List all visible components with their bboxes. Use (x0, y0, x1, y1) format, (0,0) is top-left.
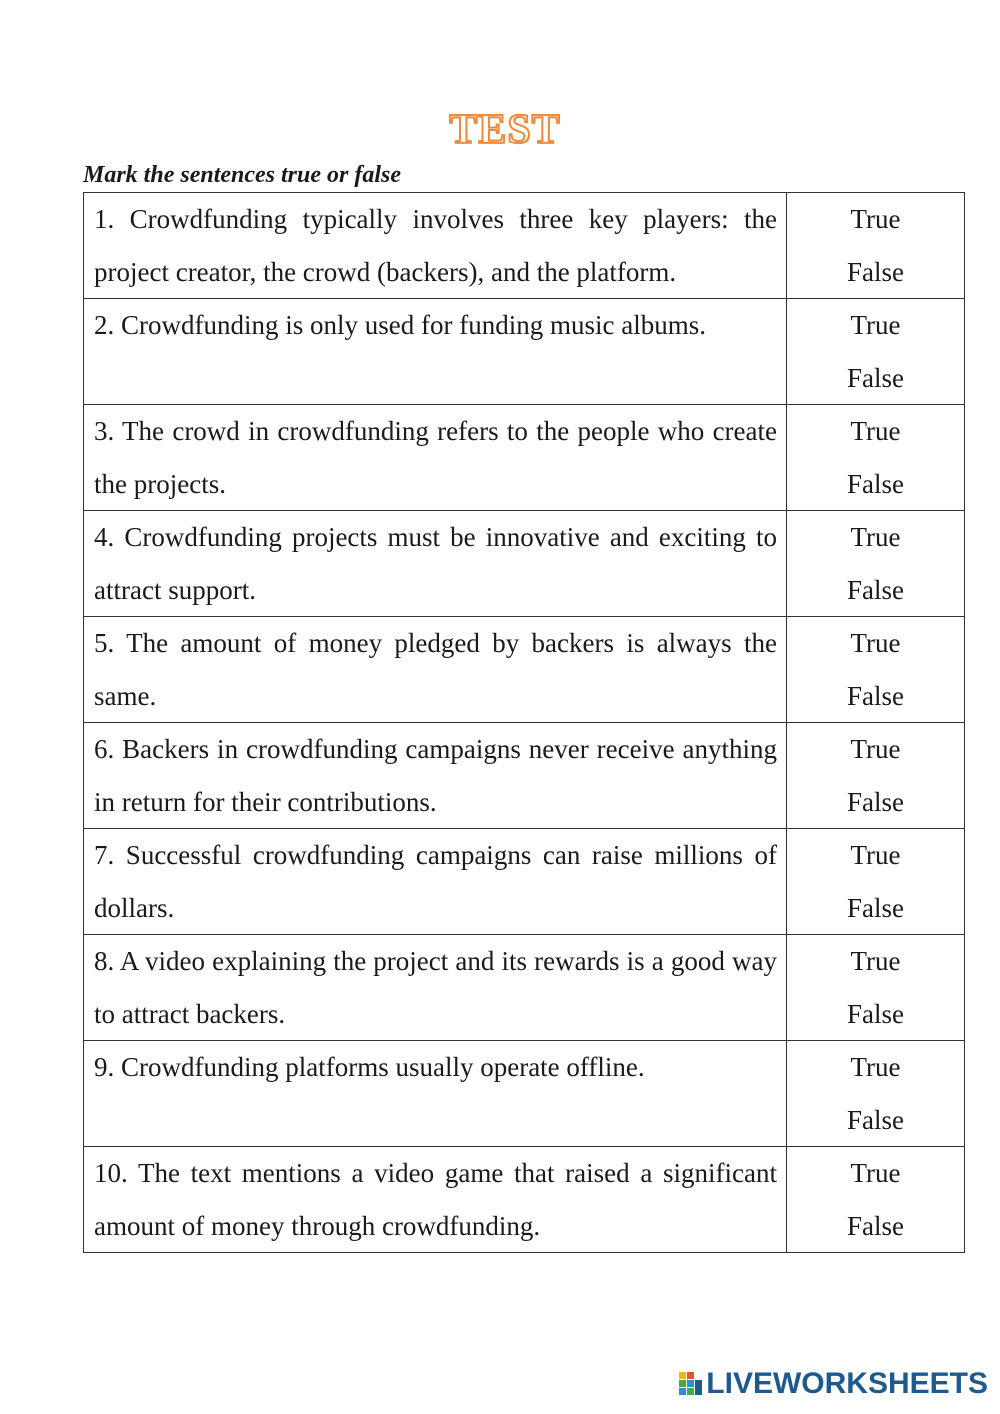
option-true[interactable]: True (850, 204, 901, 234)
option-true[interactable]: True (850, 946, 901, 976)
question-text: 4. Crowdfunding projects must be innovative and exciting to attract support. (94, 522, 777, 605)
option-false[interactable]: False (847, 362, 904, 393)
worksheet-title: TEST (449, 107, 561, 153)
option-false[interactable]: False (847, 998, 904, 1029)
option-true[interactable]: True (850, 840, 901, 870)
liveworksheets-logo-icon (679, 1372, 703, 1396)
option-true[interactable]: True (850, 1158, 901, 1188)
option-false[interactable]: False (847, 1104, 904, 1135)
question-row (84, 617, 965, 723)
question-text: 6. Backers in crowdfunding campaigns never receive anything in return for their contributions. (94, 734, 777, 817)
option-false[interactable]: False (847, 892, 904, 923)
question-text: 2. Crowdfunding is only used for funding music albums. (94, 310, 706, 340)
question-row (84, 829, 965, 935)
brand-name: LIVEWORKSHEETS (706, 1367, 988, 1400)
option-true[interactable]: True (850, 522, 901, 552)
question-row (84, 405, 965, 511)
question-row (84, 1041, 965, 1147)
true-false-table (83, 192, 965, 1253)
option-true[interactable]: True (850, 416, 901, 446)
question-text: 3. The crowd in crowdfunding refers to the people who create the projects. (94, 416, 777, 499)
question-row (84, 723, 965, 829)
option-false[interactable]: False (847, 786, 904, 817)
question-row (84, 193, 965, 299)
question-text: 7. Successful crowdfunding campaigns can raise millions of dollars. (94, 840, 777, 923)
question-row (84, 299, 965, 405)
option-false[interactable]: False (847, 468, 904, 499)
option-false[interactable]: False (847, 256, 904, 287)
question-text: 5. The amount of money pledged by backers is always the same. (94, 628, 777, 711)
liveworksheets-logo[interactable] (679, 1364, 988, 1404)
option-true[interactable]: True (850, 310, 901, 340)
question-row (84, 511, 965, 617)
option-false[interactable]: False (847, 574, 904, 605)
option-true[interactable]: True (850, 628, 901, 658)
option-false[interactable]: False (847, 680, 904, 711)
question-row (84, 1147, 965, 1253)
option-true[interactable]: True (850, 734, 901, 764)
question-row (84, 935, 965, 1041)
question-text: 10. The text mentions a video game that raised a significant amount of money through crowdfunding. (94, 1158, 777, 1241)
question-text: 1. Crowdfunding typically involves three key players: the project creator, the crowd (backers), and the platform. (94, 204, 777, 287)
option-true[interactable]: True (850, 1052, 901, 1082)
option-false[interactable]: False (847, 1210, 904, 1241)
question-text: 9. Crowdfunding platforms usually operate offline. (94, 1052, 645, 1082)
question-text: 8. A video explaining the project and its rewards is a good way to attract backers. (94, 946, 777, 1029)
instruction-text: Mark the sentences true or false (83, 162, 401, 188)
